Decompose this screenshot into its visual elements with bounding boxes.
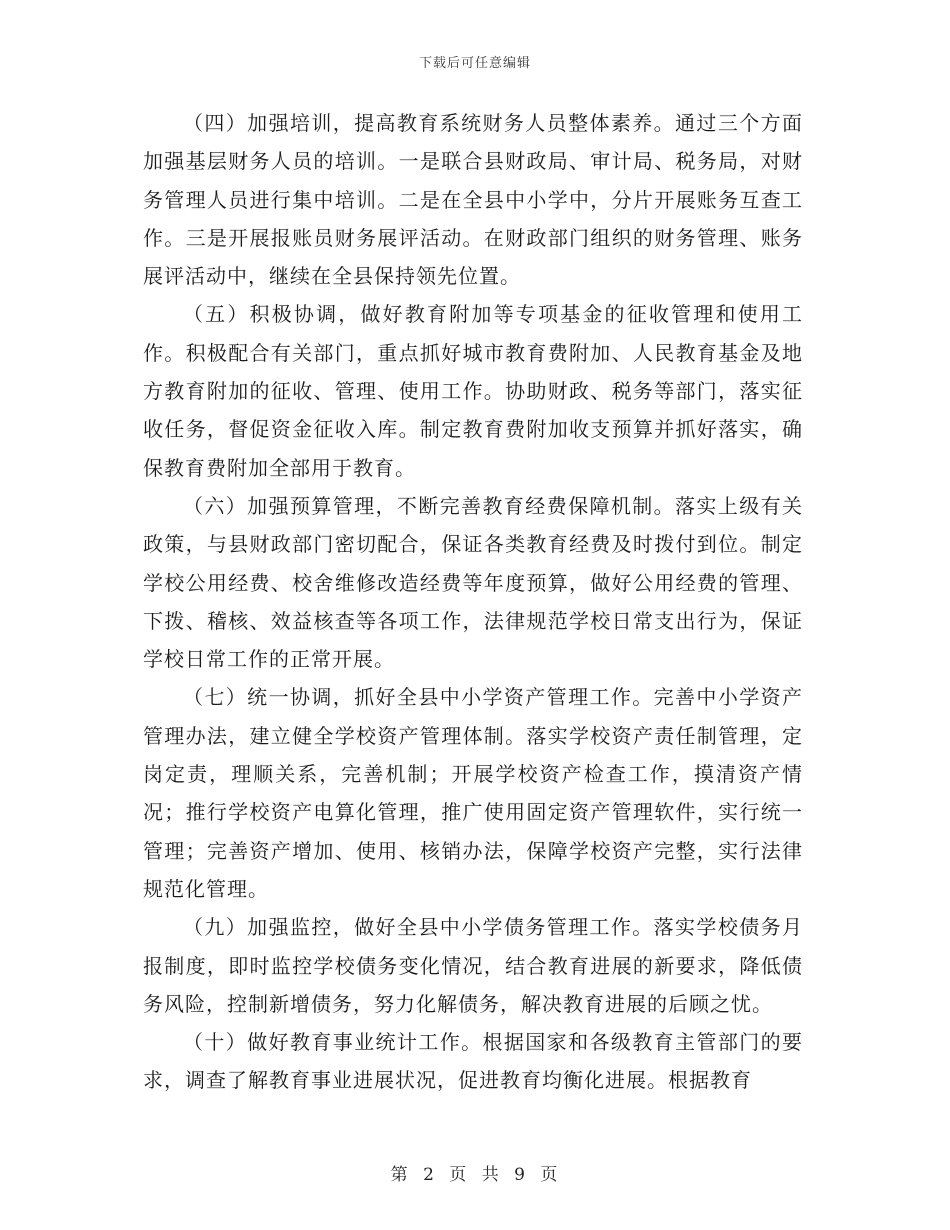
paragraph-debt-management: （九）加强监控，做好全县中小学债务管理工作。落实学校债务月报制度，即时监控学校债务变化情况，结合教育进展的新要求，降低债务风险，控制新增债务，努力化解债务，解决教育进展的后顾之忧。 bbox=[143, 915, 803, 1016]
paragraph-budget-management: （六）加强预算管理，不断完善教育经费保障机制。落实上级有关政策，与县财政部门密切配合，保证各类教育经费及时拨付到位。制定学校公用经费、校舍维修改造经费等年度预算，做好公用经费的管理、下拨、稽核、效益核查等各项工作，法律规范学校日常支出行为，保证学校日常工作的正常开展。 bbox=[143, 493, 803, 672]
page-number: 第 2 页 共 9 页 bbox=[390, 1165, 560, 1185]
page-header: 下载后可任意编辑 bbox=[418, 56, 531, 71]
paragraph-training: （四）加强培训，提高教育系统财务人员整体素养。通过三个方面加强基层财务人员的培训。一是联合县财政局、审计局、税务局，对财务管理人员进行集中培训。二是在全县中小学中，分片开展账务互查工作。三是开展报账员财务展评活动。在财政部门组织的财务管理、账务展评活动中，继续在全县保持领先位置。 bbox=[143, 111, 803, 289]
document-body bbox=[143, 104, 803, 1100]
paragraph-education-surcharge: （五）积极协调，做好教育附加等专项基金的征收管理和使用工作。积极配合有关部门，重点抓好城市教育费附加、人民教育基金及地方教育附加的征收、管理、使用工作。协助财政、税务等部门，落实征收任务，督促资金征收入库。制定教育费附加收支预算并抓好落实，确保教育费附加全部用于教育。 bbox=[143, 302, 803, 480]
paragraph-asset-management: （七）统一协调，抓好全县中小学资产管理工作。完善中小学资产管理办法，建立健全学校资产管理体制。落实学校资产责任制管理，定岗定责，理顺关系，完善机制；开展学校资产检查工作，摸清资产情况；推行学校资产电算化管理，推广使用固定资产管理软件，实行统一管理；完善资产增加、使用、核销办法，保障学校资产完整，实行法律规范化管理。 bbox=[143, 685, 803, 901]
paragraph-statistics: （十）做好教育事业统计工作。根据国家和各级教育主管部门的要求，调查了解教育事业进展状况，促进教育均衡化进展。根据教育 bbox=[143, 1030, 803, 1093]
